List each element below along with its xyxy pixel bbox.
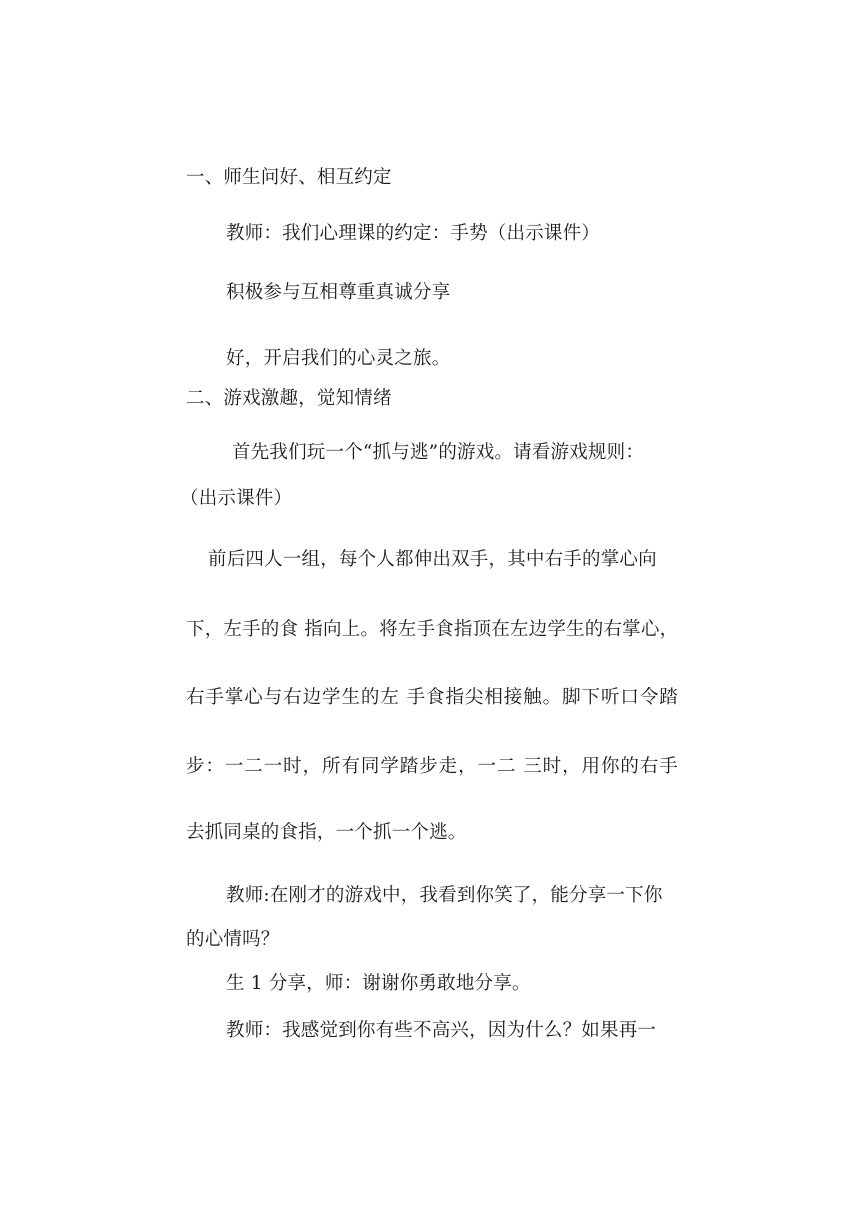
paragraph-line: 生 1 分享，师：谢谢你勇敢地分享。	[226, 973, 531, 994]
paragraph-line: 好，开启我们的心灵之旅。	[226, 348, 451, 369]
paragraph-line: 去抓同桌的食指，一个抓一个逃。	[186, 822, 467, 843]
section-heading-2: 二、游戏激趣，觉知情绪	[186, 388, 392, 409]
paragraph-line: 教师：我们心理课的约定：手势（出示课件）	[226, 223, 601, 244]
paragraph-line: 前后四人一组，每个人都伸出双手，其中右手的掌心向	[208, 549, 657, 570]
paragraph-line: 教师：我感觉到你有些不高兴，因为什么？如果再一	[226, 1020, 657, 1041]
paragraph-line: 教师:在刚才的游戏中，我看到你笑了，能分享一下你	[226, 885, 663, 906]
paragraph-line: 积极参与互相尊重真诚分享	[226, 282, 451, 303]
paragraph-line: 下，左手的食 指向上。将左手食指顶在左边学生的右掌心，	[186, 619, 679, 640]
paragraph-line: 右手掌心与右边学生的左 手食指尖相接触。脚下听口令踏	[186, 687, 678, 708]
section-heading-1: 一、师生问好、相互约定	[186, 167, 392, 188]
paragraph-line: （出示课件）	[180, 488, 293, 509]
paragraph-line: 的心情吗？	[186, 929, 280, 950]
paragraph-line: 步：一二一时，所有同学踏步走，一二 三时，用你的右手	[186, 756, 678, 777]
paragraph-line: 首先我们玩一个“抓与逃”的游戏。请看游戏规则：	[232, 442, 645, 463]
